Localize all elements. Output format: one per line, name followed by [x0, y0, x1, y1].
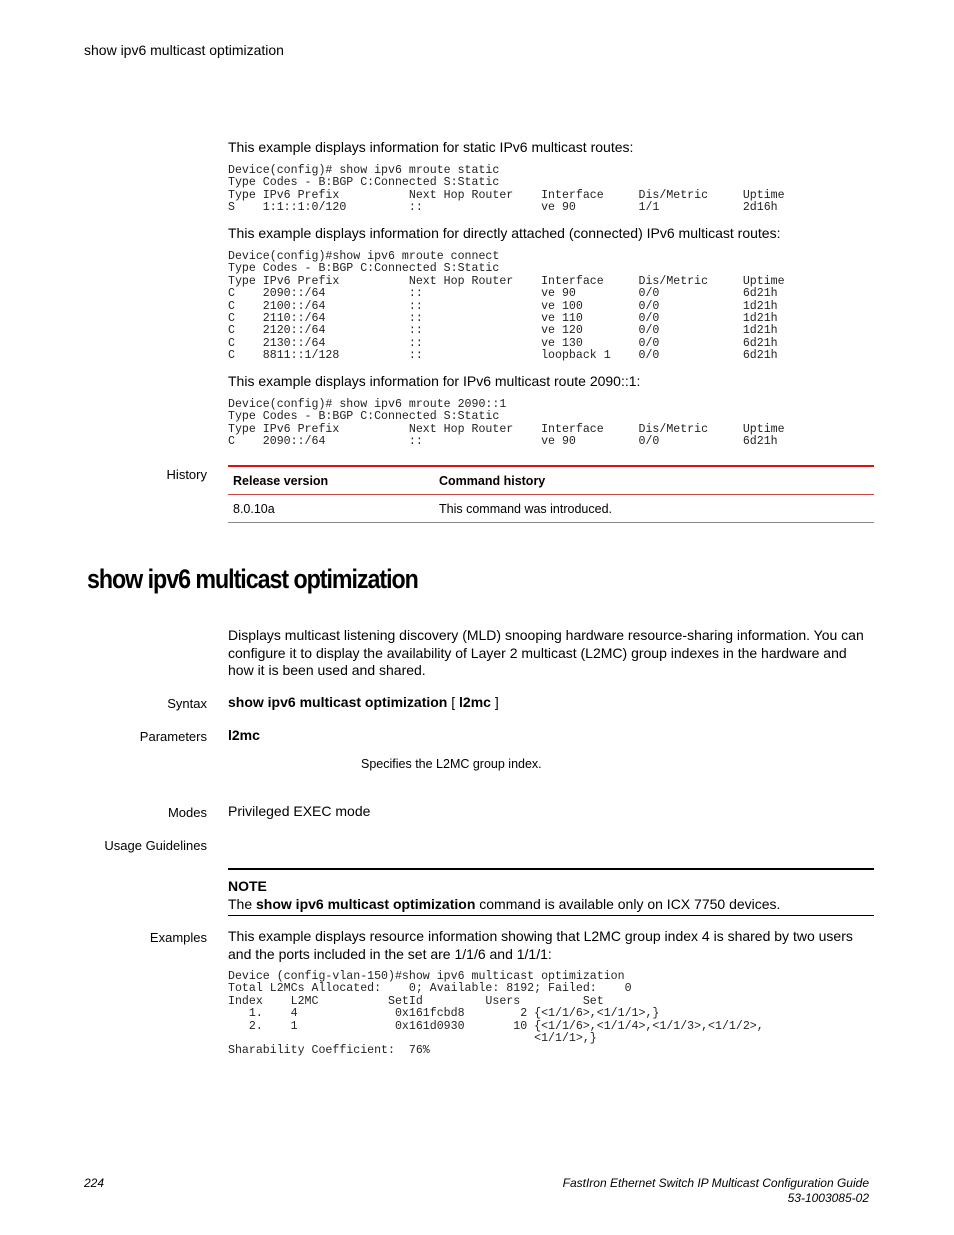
- syntax-line: [228, 694, 499, 712]
- syntax-param: l2mc: [459, 694, 491, 710]
- section-title: show ipv6 multicast optimization: [87, 564, 418, 594]
- param-name: l2mc: [228, 727, 260, 743]
- example-intro-route: This example displays information for IPv6 multicast route 2090::1:: [228, 373, 641, 389]
- syntax-label: Syntax: [167, 696, 207, 711]
- history-version: 8.0.10a: [233, 501, 275, 516]
- note-command: show ipv6 multicast optimization: [256, 895, 476, 912]
- history-table: [228, 465, 874, 523]
- code-static-routes: Device(config)# show ipv6 mroute static Type Codes - B:BGP C:Connected S:Static Type IPv6 Prefix Next Hop Router Interface Dis/Metric Uptime S 1:1::1:0/120 :: ve 90 1/1 2d16h: [228, 164, 785, 215]
- footer-doc-number: 53-1003085-02: [787, 1191, 869, 1205]
- syntax-command: show ipv6 multicast optimization: [228, 694, 448, 710]
- parameters-label: Parameters: [139, 729, 207, 744]
- page-number: 224: [84, 1176, 105, 1190]
- modes-label: Modes: [167, 805, 207, 820]
- example-intro-static: This example displays information for static IPv6 multicast routes:: [228, 139, 634, 155]
- note-box: [228, 868, 874, 916]
- running-head: show ipv6 multicast optimization: [84, 42, 284, 58]
- examples-label: Examples: [149, 930, 207, 945]
- note-suffix: command is available only on ICX 7750 devices.: [475, 895, 781, 912]
- history-col-release: Release version: [233, 473, 329, 488]
- modes-text: Privileged EXEC mode: [228, 803, 371, 819]
- history-header-row: [228, 467, 874, 495]
- examples-intro: This example displays resource information showing that L2MC group index 4 is shared by two users and the ports included in the set are 1/1/6 and 1/1/1:: [228, 928, 853, 962]
- footer-doc-title: FastIron Ethernet Switch IP Multicast Configuration Guide: [562, 1176, 869, 1190]
- history-col-command: Command history: [439, 473, 546, 488]
- syntax-close-bracket: ]: [490, 694, 499, 710]
- code-single-route: Device(config)# show ipv6 mroute 2090::1 Type Codes - B:BGP C:Connected S:Static Type IPv6 Prefix Next Hop Router Interface Dis/Metric Uptime C 2090::/64 :: ve 90 0/0 6d21h: [228, 398, 785, 449]
- syntax-open-bracket: [: [447, 694, 460, 710]
- description: Displays multicast listening discovery (MLD) snooping hardware resource-sharing information. You can configure it to display the availability of Layer 2 multicast (L2MC) group indexes in the hardware and how it is been used and shared.: [228, 627, 864, 678]
- note-text: [228, 896, 874, 914]
- example-intro-connected: This example displays information for directly attached (connected) IPv6 multicast routes:: [228, 225, 781, 241]
- note-prefix: The: [228, 895, 257, 912]
- history-text: This command was introduced.: [439, 501, 612, 516]
- usage-guidelines-label: Usage Guidelines: [104, 838, 207, 853]
- code-optimization-output: Device (config-vlan-150)#show ipv6 multicast optimization Total L2MCs Allocated: 0; Available: 8192; Failed: 0 Index L2MC SetId Users Set 1. 4 0x161fcbd8 2 {<1/1/6>,<1/1/1>,} 2. 1 0x161d0930 10 {<1/1/6>,<1/1/4>,<1/1/3>,<1/1/2>, <1/1/1>,} Sharability Coefficient: 76%: [228, 970, 764, 1058]
- history-label: History: [166, 467, 207, 482]
- param-description: Specifies the L2MC group index.: [361, 757, 542, 771]
- note-title: NOTE: [228, 878, 267, 894]
- code-connected-routes: Device(config)#show ipv6 mroute connect Type Codes - B:BGP C:Connected S:Static Type IPv6 Prefix Next Hop Router Interface Dis/Metric Uptime C 2090::/64 :: ve 90 0/0 6d21h C 2100::/64 :: ve 100 0/0 1d21h C 2110::/64 :: ve 110 0/0 1d21h C 2120::/64 :: ve 120 0/0 1d21h C 2130::/64 :: ve 130 0/0 6d21h C 8811::1/128 :: loopback 1 0/0 6d21h: [228, 250, 785, 363]
- table-row: [228, 495, 874, 523]
